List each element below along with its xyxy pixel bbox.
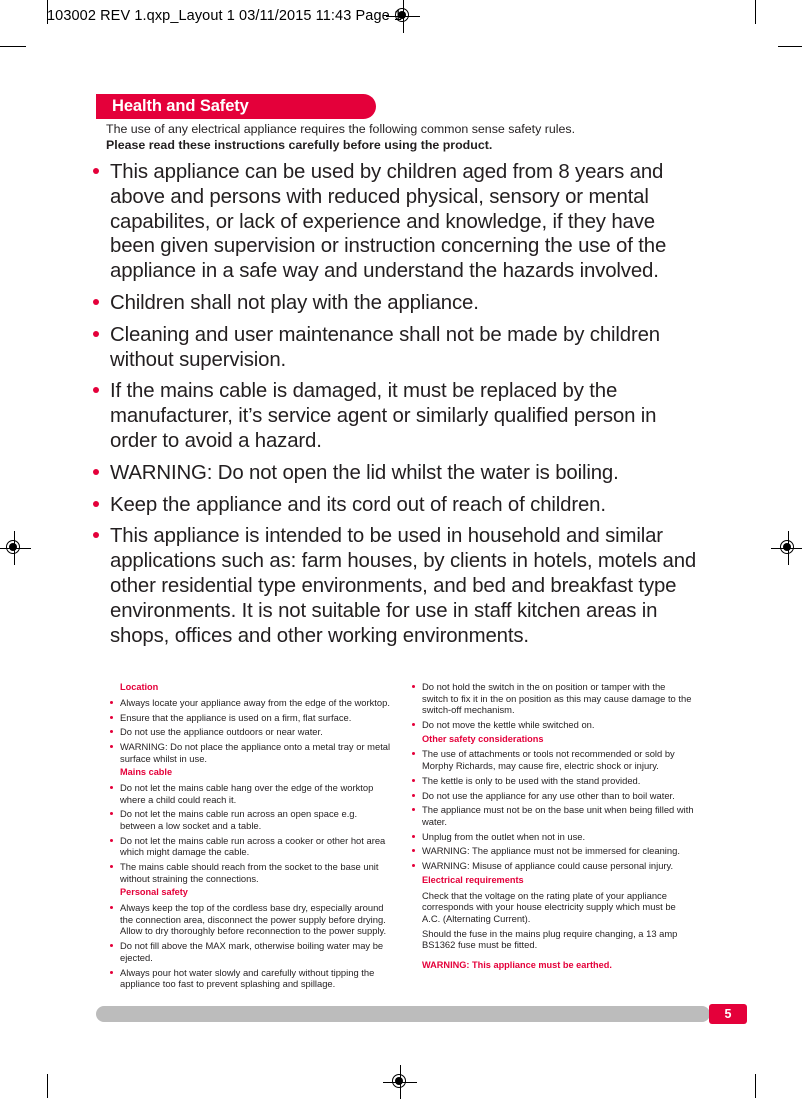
list-item-text: WARNING: Do not place the appliance onto a metal tray or metal surface whilst in use.: [120, 741, 391, 764]
bullet-icon: [110, 716, 113, 719]
list-item-text: Unplug from the outlet when not in use.: [422, 830, 586, 842]
main-safety-list: [90, 160, 705, 655]
main-list-item-text: If the mains cable is damaged, it must be replaced by the manufacturer, it’s service agent or similarly qualified person in order to avoid a hazard.: [110, 380, 657, 452]
file-header-slug: 103002 REV 1.qxp_Layout 1 03/11/2015 11:43 Page 1: [47, 8, 403, 24]
main-list-item: [90, 379, 705, 453]
bullet-icon: [110, 812, 113, 815]
list-item: [104, 782, 392, 805]
intro-line-1: The use of any electrical appliance requires the following common sense safety rules.: [106, 122, 576, 136]
list-item-text: The appliance must not be on the base unit when being filled with water.: [422, 804, 694, 827]
bullet-icon: [93, 501, 99, 507]
main-list-item: [90, 493, 705, 518]
list-item-text: WARNING: The appliance must not be immersed for cleaning.: [422, 845, 680, 857]
list-item-text: Do not hold the switch in the on position or tamper with the switch to fix it in the on position as this may cause damage to the switch-off mechanism.: [422, 681, 692, 716]
list-item: [406, 845, 694, 857]
list-item-text: Do not fill above the MAX mark, otherwise boiling water may be ejected.: [120, 940, 384, 963]
electrical-paragraph: Check that the voltage on the rating plate of your appliance corresponds with your house electricity supply which must be A.C. (Alternating Current).: [422, 889, 676, 924]
list-item-text: Do not use the appliance outdoors or near water.: [120, 726, 323, 738]
list-item-text: The kettle is only to be used with the stand provided.: [422, 774, 641, 786]
main-list-item: [90, 160, 705, 284]
list-item-text: The mains cable should reach from the socket to the base unit without straining the connections.: [120, 861, 379, 884]
list-item-text: Do not let the mains cable run across an open space e.g. between a low socket and a table.: [120, 808, 358, 832]
main-list-item: [90, 291, 705, 316]
list-item: [104, 726, 392, 738]
list-item-text: Always pour hot water slowly and carefully without tipping the appliance too fast to prevent splashing and spillage.: [120, 966, 375, 990]
list-item: [104, 808, 392, 831]
page-number-badge: [709, 1004, 747, 1024]
list-item: [406, 790, 694, 802]
list-item: [406, 775, 694, 787]
list-item: [104, 697, 392, 709]
main-list-item-text: WARNING: Do not open the lid whilst the water is boiling.: [110, 461, 619, 484]
bullet-icon: [412, 849, 415, 852]
section-banner: [96, 94, 376, 119]
subheading-mains-cable: Mains cable: [120, 767, 173, 778]
main-list-item-text: Children shall not play with the appliance.: [110, 291, 479, 314]
bullet-icon: [110, 971, 113, 974]
list-item-text: The use of attachments or tools not recommended or sold by Morphy Richards, may cause fire, electric shock or injury.: [422, 748, 675, 771]
list-item: [104, 712, 392, 724]
main-list-item: [90, 461, 705, 486]
list-item: [406, 748, 694, 771]
list-item: [104, 967, 392, 990]
list-item-text: Always keep the top of the cordless base dry, especially around the connection area, disconnect the power supply before drying. Allow to dry thoroughly before reconnection to the power supply.: [120, 902, 387, 937]
bullet-icon: [93, 331, 99, 337]
section-title: Health and Safety: [112, 97, 249, 115]
bullet-icon: [412, 685, 415, 688]
main-list-item-text: Keep the appliance and its cord out of reach of children.: [110, 493, 606, 516]
list-item-text: Do not let the mains cable run across a cooker or other hot area which might damage the cable.: [120, 834, 386, 858]
list-item-text: Do not use the appliance for any use other than to boil water.: [422, 789, 675, 801]
list-item: [406, 719, 694, 731]
fine-print-left-column: [104, 681, 392, 990]
subheading-personal-safety: Personal safety: [120, 887, 188, 898]
bullet-icon: [412, 835, 415, 838]
bullet-icon: [412, 779, 415, 782]
bullet-icon: [412, 794, 415, 797]
bullet-icon: [110, 906, 113, 909]
bullet-icon: [93, 299, 99, 305]
list-item: [104, 940, 392, 963]
main-list-item: [90, 323, 705, 373]
list-item-text: Do not move the kettle while switched on.: [422, 718, 595, 730]
fine-print-columns: [104, 681, 704, 1001]
list-item: [406, 860, 694, 872]
list-item-text: WARNING: Misuse of appliance could cause personal injury.: [422, 860, 674, 872]
intro-text: [106, 122, 706, 153]
footer-bar: [96, 1006, 710, 1022]
main-list-item: [90, 524, 705, 648]
list-item: [406, 681, 694, 716]
page-number-label: 5: [724, 1007, 732, 1021]
list-item-text: Ensure that the appliance is used on a firm, flat surface.: [120, 711, 352, 723]
bullet-icon: [412, 752, 415, 755]
electrical-warning-text: WARNING: This appliance must be earthed.: [422, 959, 612, 970]
subheading-electrical-requirements: Electrical requirements: [422, 874, 524, 885]
list-item: [104, 741, 392, 764]
intro-line-2: Please read these instructions carefully before using the product.: [106, 137, 493, 152]
subheading-other-safety-considerations: Other safety considerations: [422, 733, 544, 744]
bullet-icon: [93, 532, 99, 538]
bullet-icon: [412, 808, 415, 811]
bullet-icon: [110, 865, 113, 868]
fine-print-right-column: [406, 681, 694, 971]
bullet-icon: [412, 723, 415, 726]
bullet-icon: [93, 469, 99, 475]
main-list-item-text: Cleaning and user maintenance shall not be made by children without supervision.: [110, 323, 660, 371]
list-item: [104, 861, 392, 884]
bullet-icon: [412, 864, 415, 867]
list-item: [104, 835, 392, 858]
bullet-icon: [110, 701, 113, 704]
list-item-text: Always locate your appliance away from the edge of the worktop.: [120, 696, 390, 708]
electrical-paragraph: Should the fuse in the mains plug require changing, a 13 amp BS1362 fuse must be fitted.: [422, 927, 678, 951]
bullet-icon: [110, 745, 113, 748]
list-item: [406, 804, 694, 827]
bullet-icon: [110, 730, 113, 733]
main-list-item-text: This appliance can be used by children aged from 8 years and above and persons with reduced physical, sensory or mental capabilites, or lack of experience and knowledge, if they have been given supervision or instruction concerning the use of the appliance in a safe way and understand the hazards involved.: [110, 161, 667, 283]
bullet-icon: [110, 944, 113, 947]
bullet-icon: [93, 168, 99, 174]
list-item: [406, 831, 694, 843]
main-list-item-text: This appliance is intended to be used in household and similar applications such as: farm houses, by clients in hotels, motels and other residential type environments, and bed and breakfast type environments. It is not suitable for use in staff kitchen areas in shops, offices and other working environments.: [110, 525, 697, 647]
bullet-icon: [93, 387, 99, 393]
bullet-icon: [110, 786, 113, 789]
bullet-icon: [110, 839, 113, 842]
list-item-text: Do not let the mains cable hang over the edge of the worktop where a child could reach it.: [120, 782, 374, 805]
list-item: [104, 902, 392, 937]
subheading-location: Location: [120, 682, 159, 692]
